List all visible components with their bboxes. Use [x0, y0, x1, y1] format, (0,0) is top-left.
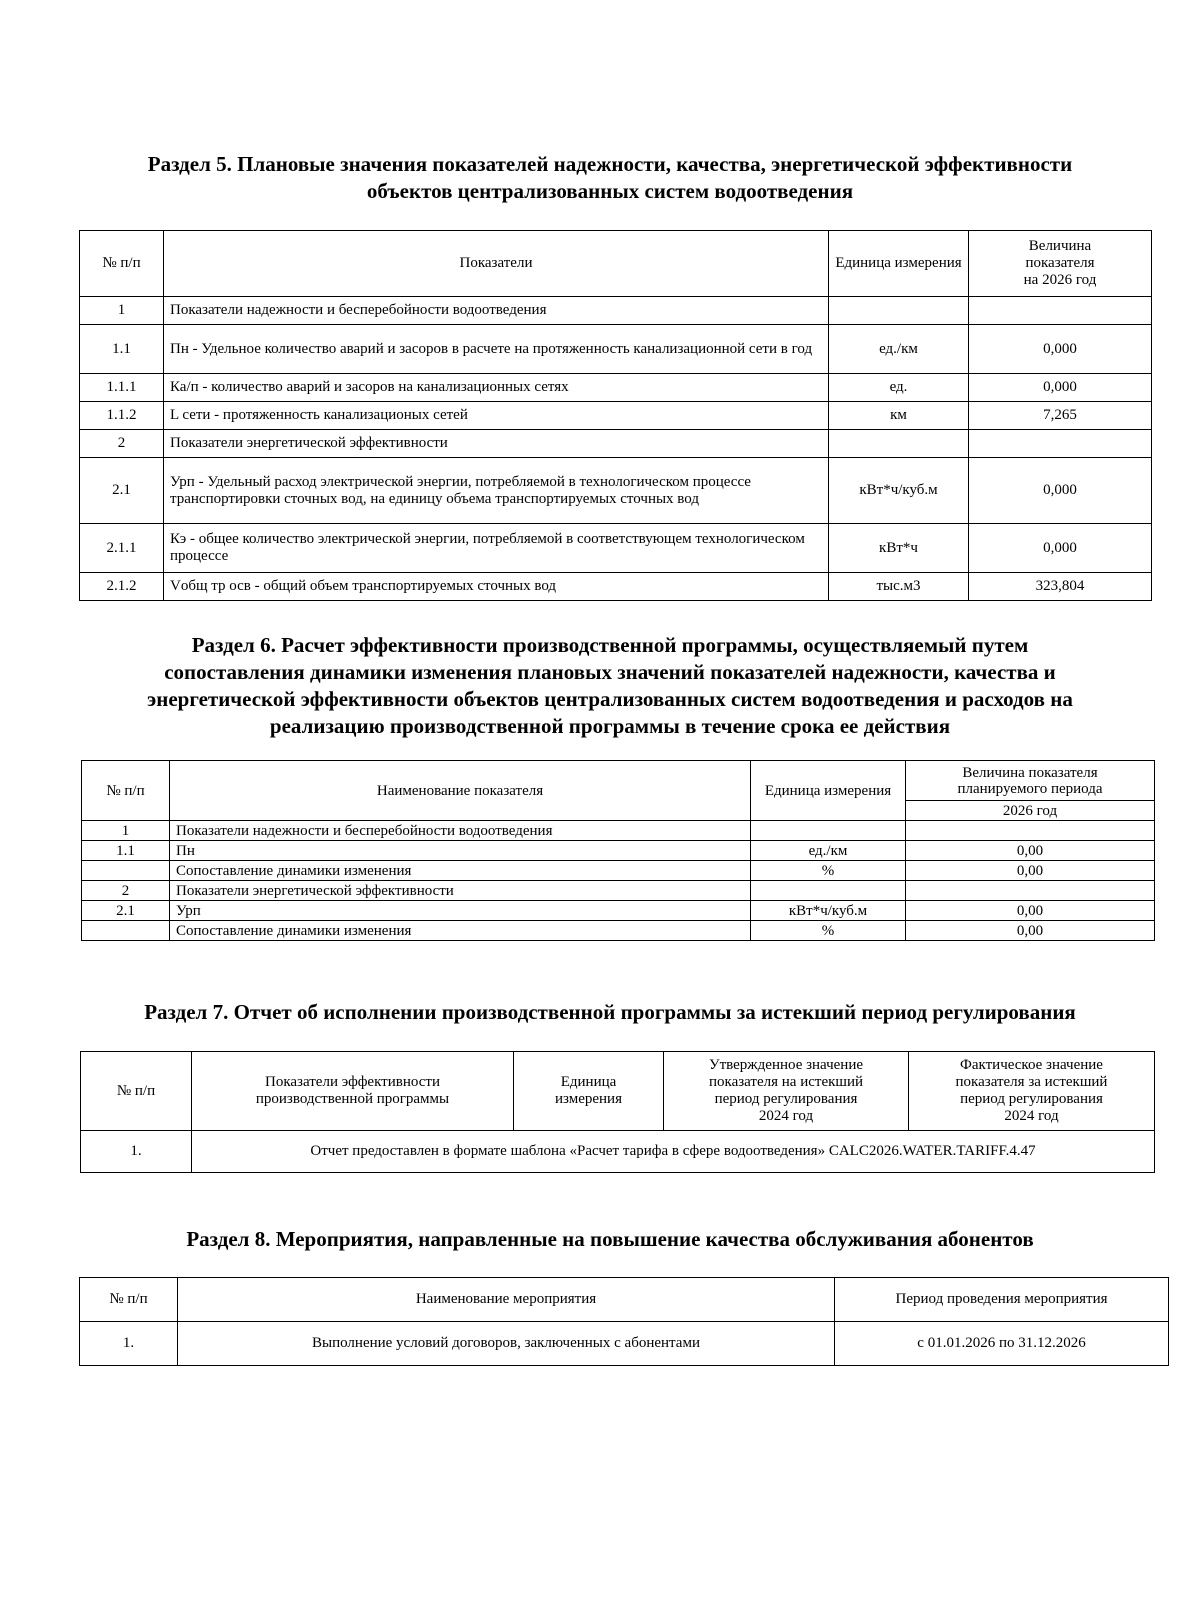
header-period: Период проведения мероприятия [835, 1278, 1169, 1322]
section5-title-line2: объектов централизованных систем водоотведения [366, 179, 854, 203]
row-name: Сопоставление динамики изменения [170, 861, 751, 881]
header-name-line2: производственной программы [255, 1091, 450, 1107]
row-unit: ед./км [751, 841, 906, 861]
row-num: 1.1.1 [80, 374, 164, 402]
row-value: 0,000 [969, 325, 1152, 374]
row-name: Пн - Удельное количество аварий и засоров в расчете на протяженность канализационной сети в год [164, 325, 829, 374]
row-value [969, 430, 1152, 458]
row-value [906, 821, 1155, 841]
header-value-line1: Величина [1028, 238, 1092, 254]
header-unit [514, 1052, 664, 1131]
header-num: № п/п [81, 1052, 192, 1131]
header-name: Наименование показателя [170, 761, 751, 821]
row-num: 2.1.2 [80, 573, 164, 601]
section5-header-row [80, 231, 1152, 297]
header-num: № п/п [80, 1278, 178, 1322]
row-value [969, 297, 1152, 325]
row-name: Vобщ тр осв - общий объем транспортируемых сточных вод [164, 573, 829, 601]
row-value: 0,000 [969, 374, 1152, 402]
row-num: 1 [80, 297, 164, 325]
header-name [192, 1052, 514, 1131]
row-value: 0,00 [906, 841, 1155, 861]
header-value-line1: Величина показателя [962, 764, 1098, 781]
header-value [969, 231, 1152, 297]
table-row [80, 402, 1152, 430]
row-period: с 01.01.2026 по 31.12.2026 [835, 1322, 1169, 1366]
row-value: 0,00 [906, 861, 1155, 881]
row-name: Выполнение условий договоров, заключенных с абонентами [178, 1322, 835, 1366]
table-row [80, 297, 1152, 325]
header-actual [909, 1052, 1155, 1131]
header-approved-line4: 2024 год [758, 1108, 814, 1124]
row-name: L сети - протяженность канализационых сетей [164, 402, 829, 430]
row-unit: ед./км [829, 325, 969, 374]
header-approved-line2: показателя на истекший [708, 1074, 863, 1090]
table-row [82, 861, 1155, 881]
header-value-line2: показателя [1025, 255, 1095, 271]
row-unit: % [751, 861, 906, 881]
row-num: 2 [82, 881, 170, 901]
header-actual-line2: показателя за истекший [955, 1074, 1108, 1090]
row-unit: % [751, 921, 906, 941]
table-row [80, 374, 1152, 402]
row-num [82, 861, 170, 881]
header-actual-line1: Фактическое значение [960, 1057, 1103, 1073]
section6-title-line2: сопоставления динамики изменения плановых значений показателей надежности, качества и [164, 660, 1056, 684]
table-row [82, 901, 1155, 921]
section7-title: Раздел 7. Отчет об исполнении производственной программы за истекший период регулирования [144, 1000, 1076, 1024]
row-value: 0,00 [906, 921, 1155, 941]
section5-table [79, 230, 1152, 601]
row-num: 1.1 [80, 325, 164, 374]
row-unit: ед. [829, 374, 969, 402]
row-value [906, 881, 1155, 901]
row-name: Сопоставление динамики изменения [170, 921, 751, 941]
row-name: Показатели надежности и бесперебойности водоотведения [164, 297, 829, 325]
header-actual-line4: 2024 год [1004, 1108, 1059, 1124]
section7-table [80, 1051, 1155, 1173]
header-unit-line1: Единица [560, 1074, 617, 1090]
row-num: 2.1.1 [80, 524, 164, 573]
header-num: № п/п [80, 231, 164, 297]
row-value: 0,000 [969, 458, 1152, 524]
row-name: Показатели энергетической эффективности [170, 881, 751, 901]
table-row [80, 458, 1152, 524]
row-name: Ка/п - количество аварий и засоров на канализационных сетях [164, 374, 829, 402]
row-unit [751, 881, 906, 901]
section8-table [79, 1277, 1169, 1366]
header-name-line1: Показатели эффективности [265, 1074, 440, 1090]
section6-header-row [82, 761, 1155, 801]
row-name: Показатели надежности и бесперебойности водоотведения [170, 821, 751, 841]
row-name: Урп - Удельный расход электрической энергии, потребляемой в технологическом процессе транспортировки сточных вод, на единицу объема транспортируемых сточных вод [164, 458, 829, 524]
row-num: 2 [80, 430, 164, 458]
header-approved [664, 1052, 909, 1131]
header-value [906, 761, 1155, 801]
table-row [81, 1131, 1155, 1173]
row-unit: км [829, 402, 969, 430]
table-row [80, 430, 1152, 458]
table-row [82, 821, 1155, 841]
section6-title-line4: реализацию производственной программы в течение срока ее действия [269, 714, 951, 738]
table-row [82, 921, 1155, 941]
table-row [80, 573, 1152, 601]
section6-table [81, 760, 1155, 941]
row-name: Кэ - общее количество электрической энергии, потребляемой в соответствующем технологическом процессе [164, 524, 829, 573]
row-num: 2.1 [80, 458, 164, 524]
row-value: 323,804 [969, 573, 1152, 601]
section6-title-line3: энергетической эффективности объектов централизованных систем водоотведения и расходов на [147, 687, 1073, 711]
row-value: 0,000 [969, 524, 1152, 573]
table-row [82, 841, 1155, 861]
header-num: № п/п [82, 761, 170, 821]
header-unit-line2: измерения [554, 1091, 622, 1107]
row-name: Показатели энергетической эффективности [164, 430, 829, 458]
section8-header-row [80, 1278, 1169, 1322]
row-value: 0,00 [906, 901, 1155, 921]
row-report-text: Отчет предоставлен в формате шаблона «Расчет тарифа в сфере водоотведения» CALC2026.WATER.TARIFF.4.47 [192, 1131, 1155, 1173]
row-unit: кВт*ч/куб.м [751, 901, 906, 921]
section5-title-line1: Раздел 5. Плановые значения показателей надежности, качества, энергетической эффективности [147, 152, 1073, 176]
section6-title-line1: Раздел 6. Расчет эффективности производственной программы, осуществляемый путем [191, 633, 1029, 657]
row-unit: кВт*ч [829, 524, 969, 573]
header-approved-line1: Утвержденное значение [708, 1057, 864, 1073]
row-num: 1. [80, 1322, 178, 1366]
header-name: Показатели [164, 231, 829, 297]
section7-header-row [81, 1052, 1155, 1131]
table-row [80, 1322, 1169, 1366]
row-num: 2.1 [82, 901, 170, 921]
header-name: Наименование мероприятия [178, 1278, 835, 1322]
row-unit [751, 821, 906, 841]
table-row [82, 881, 1155, 901]
row-name: Пн [170, 841, 751, 861]
header-unit: Единица измерения [751, 761, 906, 821]
row-num: 1 [82, 821, 170, 841]
section6-title [60, 632, 1160, 740]
row-unit [829, 430, 969, 458]
row-value: 7,265 [969, 402, 1152, 430]
header-actual-line3: период регулирования [960, 1091, 1103, 1107]
row-num: 1.1.2 [80, 402, 164, 430]
header-approved-line3: период регулирования [714, 1091, 858, 1107]
table-row [80, 524, 1152, 573]
row-unit: тыс.м3 [829, 573, 969, 601]
header-value-line2: планируемого периода [957, 780, 1103, 797]
row-unit [829, 297, 969, 325]
row-unit: кВт*ч/куб.м [829, 458, 969, 524]
header-unit: Единица измерения [829, 231, 969, 297]
table-row [80, 325, 1152, 374]
row-name: Урп [170, 901, 751, 921]
section8-title: Раздел 8. Мероприятия, направленные на повышение качества обслуживания абонентов [186, 1227, 1034, 1251]
row-num [82, 921, 170, 941]
header-value-line3: на 2026 год [1023, 272, 1097, 288]
row-num: 1.1 [82, 841, 170, 861]
row-num: 1. [81, 1131, 192, 1173]
header-year: 2026 год [906, 801, 1155, 821]
section5-title [60, 151, 1160, 205]
